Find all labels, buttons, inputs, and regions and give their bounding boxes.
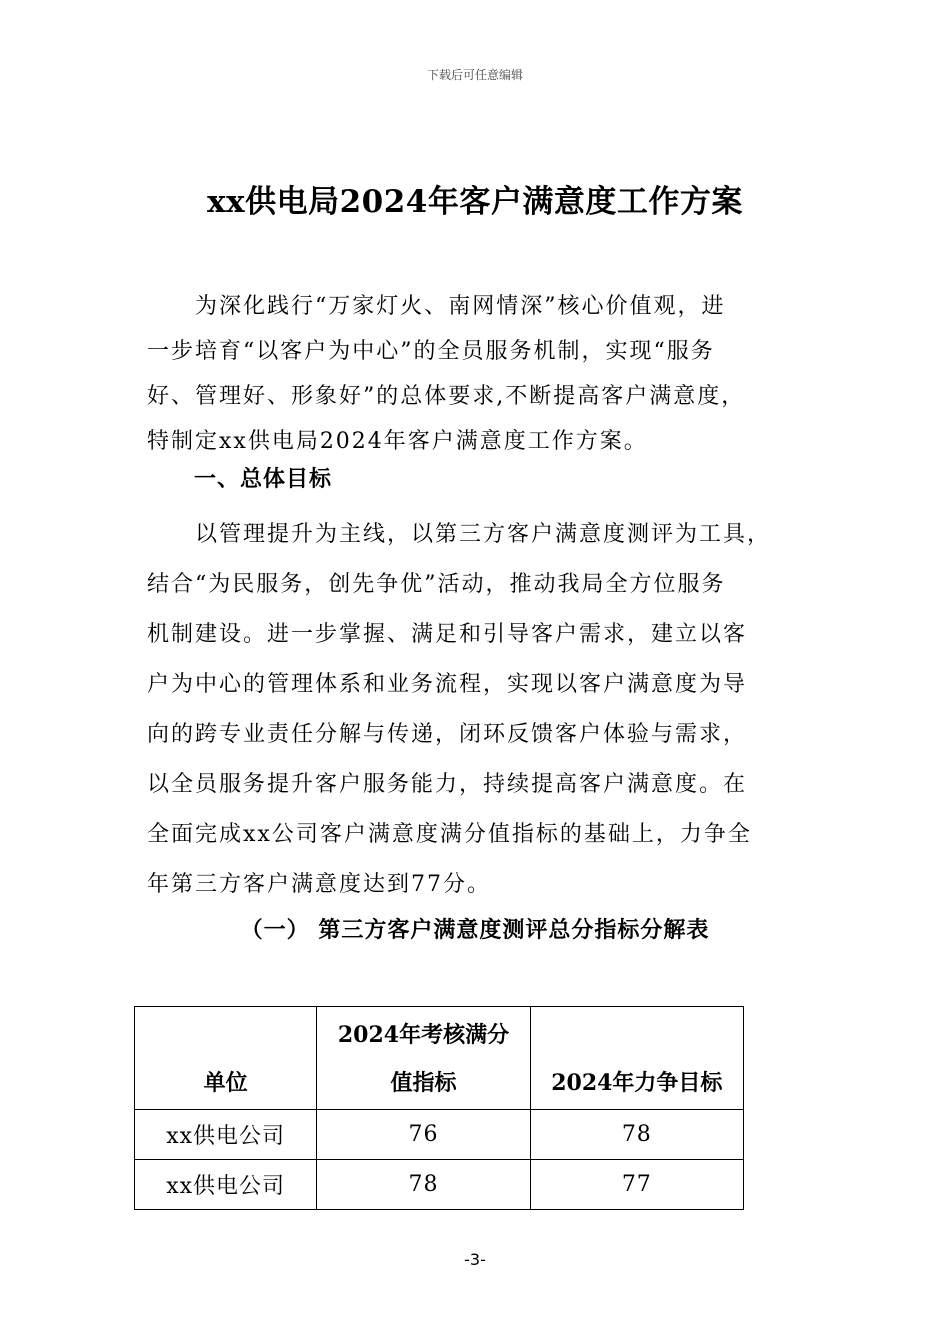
cell-full-score: 78 [317,1160,530,1210]
overall-goal-paragraph [147,510,807,910]
goal-line: 结合“为民服务，创先争优”活动，推动我局全方位服务 [147,572,726,597]
intro-line: 一步培育“以客户为中心”的全员服务机制，实现“服务 [147,339,715,364]
goal-line: 全面完成xx公司客户满意度满分值指标的基础上，力争全 [147,822,752,847]
table-heading: （一） 第三方客户满意度测评总分指标分解表 [240,918,710,943]
header-full-score-line1: 2024年考核满分 [337,1022,510,1048]
section-heading-overall-goal: 一、总体目标 [194,467,333,492]
page-number: -3- [464,1250,486,1269]
goal-line: 以管理提升为主线，以第三方客户满意度测评为工具， [195,522,772,547]
intro-line: 为深化践行“万家灯火、南网情深”核心价值观，进 [195,294,726,319]
table-row [135,1110,744,1160]
intro-line: 特制定xx供电局2024年客户满意度工作方案。 [147,429,648,454]
header-target: 2024年力争目标 [530,1007,743,1110]
header-full-score-line2: 值指标 [390,1070,457,1096]
score-breakdown-table [134,1006,744,1210]
header-note: 下载后可任意编辑 [426,68,523,82]
cell-target: 78 [530,1110,743,1160]
cell-target: 77 [530,1160,743,1210]
goal-line: 户为中心的管理体系和业务流程，实现以客户满意度为导 [147,672,748,697]
header-full-score [317,1007,530,1110]
intro-line: 好、管理好、形象好”的总体要求,不断提高客户满意度， [147,384,746,409]
cell-full-score: 76 [317,1110,530,1160]
header-unit: 单位 [135,1007,317,1110]
goal-line: 机制建设。进一步掌握、满足和引导客户需求，建立以客 [147,622,748,647]
table-header-row [135,1007,744,1110]
goal-line: 向的跨专业责任分解与传递，闭环反馈客户体验与需求， [147,722,748,747]
table-row [135,1160,744,1210]
document-title: xx供电局2024年客户满意度工作方案 [207,184,743,220]
goal-line: 年第三方客户满意度达到77分。 [147,872,491,897]
cell-unit: xx供电公司 [135,1110,317,1160]
intro-paragraph [147,284,807,464]
goal-line: 以全员服务提升客户服务能力，持续提高客户满意度。在 [147,772,748,797]
cell-unit: xx供电公司 [135,1160,317,1210]
